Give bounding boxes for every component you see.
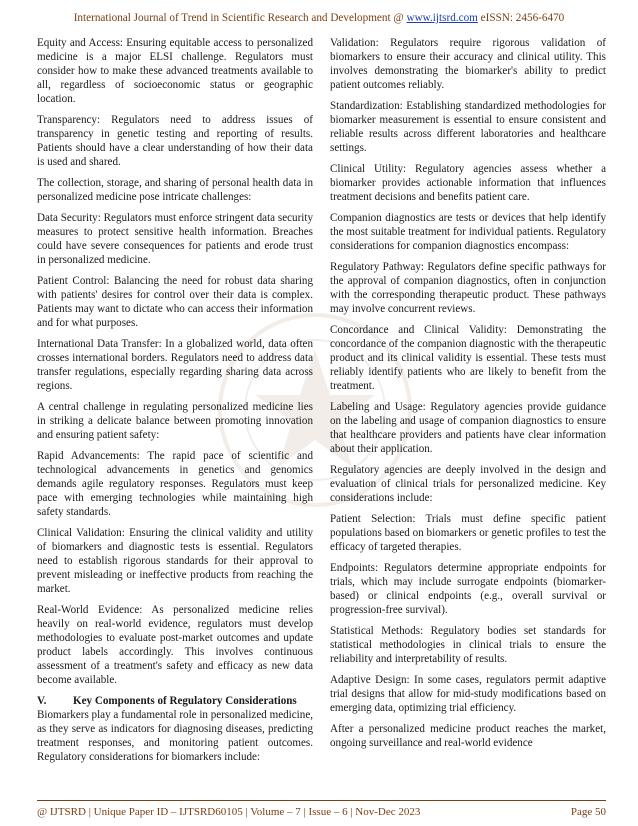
running-footer: [37, 806, 606, 818]
paragraph: Endpoints: Regulators determine appropriate endpoints for trials, which may include surrogate endpoints (biomarker-based) or clinical endpoints (e.g., overall survival or progression-free survival).: [330, 562, 606, 616]
section-number: V.: [37, 695, 47, 707]
paragraph: Validation: Regulators require rigorous validation of biomarkers to ensure their accuracy and clinical utility. This involves demonstrating the biomarker's ability to predict patient outcomes reliably.: [330, 37, 606, 91]
paragraph: Companion diagnostics are tests or devices that help identify the most suitable treatment for individual patients. Regulatory considerations for companion diagnostics encompass:: [330, 212, 606, 252]
section-heading: [37, 694, 313, 708]
issn: eISSN: 2456-6470: [480, 12, 565, 24]
paragraph: Patient Control: Balancing the need for robust data sharing with patients' desires for control over their data is complex. Patients may want to dictate who can access their information and for what purposes.: [37, 275, 313, 329]
paragraph: Real-World Evidence: As personalized medicine relies heavily on real-world evidence, regulators must develop methodologies to evaluate post-market outcomes and update product labels accordingly. This involves continuous assessment of a treatment's safety and efficacy as new data become available.: [37, 604, 313, 686]
paragraph: Equity and Access: Ensuring equitable access to personalized medicine is a major ELSI challenge. Regulators must consider how to make these advanced treatments available to all, regardless of socioeconomic status or geographic location.: [37, 37, 313, 105]
paragraph: Biomarkers play a fundamental role in personalized medicine, as they serve as indicators for diagnosing diseases, predicting treatment responses, and monitoring patient outcomes. Regulatory considerations for biomarkers include:: [37, 709, 314, 763]
running-header: [0, 12, 638, 24]
paragraph: Standardization: Establishing standardized methodologies for biomarker measurement is essential to ensure consistent and reliable results across different laboratories and healthcare settings.: [330, 100, 606, 154]
journal-name: International Journal of Trend in Scientific Research and Development @: [73, 12, 404, 24]
paragraph: The collection, storage, and sharing of personal health data in personalized medicine pose intricate challenges:: [37, 177, 313, 203]
section-title: Key Components of Regulatory Considerations: [73, 695, 297, 707]
paragraph: Statistical Methods: Regulatory bodies set standards for statistical methodologies in clinical trials to ensure the reliability and interpretability of results.: [330, 625, 606, 665]
paragraph: Clinical Validation: Ensuring the clinical validity and utility of biomarkers and diagnostic tests is essential. Regulators need to establish rigorous standards for their approval to prevent misleading or ineffective products from reaching the market.: [37, 527, 313, 595]
page-number: Page 50: [570, 806, 606, 818]
paragraph: After a personalized medicine product reaches the market, ongoing surveillance and real-world evidence: [330, 723, 606, 749]
paragraph: Adaptive Design: In some cases, regulators permit adaptive trial designs that allow for mid-study modifications based on emerging data, optimizing trial efficiency.: [330, 674, 606, 714]
paragraph: International Data Transfer: In a globalized world, data often crosses international borders. Regulators need to address data transfer regulations, especially regarding sharing data across regions.: [37, 338, 313, 392]
journal-url-link[interactable]: www.ijtsrd.com: [406, 12, 478, 24]
paragraph: Transparency: Regulators need to address issues of transparency in genetic testing and reporting of results. Patients should have a clear understanding of how their data is used and shared.: [37, 114, 313, 168]
paragraph: Clinical Utility: Regulatory agencies assess whether a biomarker provides actionable information that influences treatment decisions and benefits patient care.: [330, 163, 606, 203]
paragraph: Regulatory Pathway: Regulators define specific pathways for the approval of companion diagnostics, often in conjunction with the corresponding therapeutic product. These pathways may involve concurrent reviews.: [330, 261, 606, 315]
paragraph: A central challenge in regulating personalized medicine lies in striking a delicate balance between promoting innovation and ensuring patient safety:: [37, 401, 313, 441]
paragraph: Labeling and Usage: Regulatory agencies provide guidance on the labeling and usage of companion diagnostics to ensure that healthcare providers and patients have clear information about their application.: [330, 401, 606, 455]
right-column: [330, 36, 606, 757]
footer-divider: [37, 800, 606, 801]
paragraph: Regulatory agencies are deeply involved in the design and evaluation of clinical trials for personalized medicine. Key considerations include:: [330, 464, 606, 504]
footer-citation: @ IJTSRD | Unique Paper ID – IJTSRD60105 | Volume – 7 | Issue – 6 | Nov-Dec 2023: [37, 806, 421, 818]
paragraph: Patient Selection: Trials must define specific patient populations based on biomarkers or genetic profiles to test the efficacy of targeted therapies.: [330, 513, 606, 553]
paragraph: Data Security: Regulators must enforce stringent data security measures to protect sensitive health information. Breaches could have severe consequences for patients and erode trust in personalized medicine.: [37, 212, 313, 266]
paragraph: Concordance and Clinical Validity: Demonstrating the concordance of the companion diagnostic with the therapeutic product and its clinical validity is essential. These tests must reliably identify patients who are likely to benefit from the treatment.: [330, 324, 606, 392]
paragraph: Rapid Advancements: The rapid pace of scientific and technological advancements in genetics and genomics demands agile regulatory responses. Regulators must keep pace with emerging technologies while maintaining high safety standards.: [37, 450, 313, 518]
left-column: [37, 36, 313, 771]
